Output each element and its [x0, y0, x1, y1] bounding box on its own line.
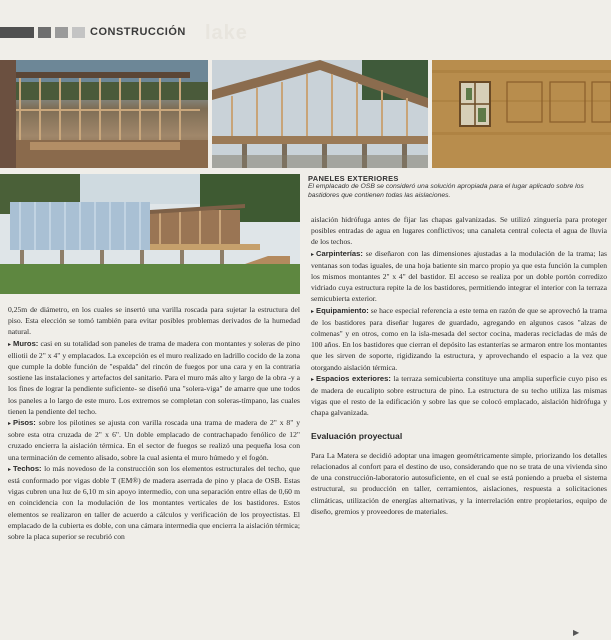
term-techos: Techos: — [13, 463, 42, 473]
article-column-right — [311, 214, 607, 517]
bullet-arrow-icon: ▸ — [311, 307, 315, 315]
photo-caption — [308, 174, 608, 210]
header-block-lighter — [72, 27, 85, 38]
subheading-evaluacion: Evaluación proyectual — [311, 430, 403, 441]
section-title: CONSTRUCCIÓN — [90, 26, 186, 38]
text-equipamiento: se hace especial referencia a este tema en razón de que se aprovechó la trama de los bastidores para diseñar lugares de guardado, agregando en algunos casos "alzas de colmenas" y en otros, como en la isla-mesada del sector cocina, maderas recicladas de más de 100 años. En los bastidores que cierran el depósito las estanterías se armaron entre los montantes que les sirven de soporte, rigidizando la estructura, y aprovechando el espacio a la vez que otorgando aislación térmica. — [311, 305, 607, 372]
header-block-mid — [38, 27, 51, 38]
paragraph-muros — [8, 338, 300, 417]
photo-timber-frame-side — [0, 60, 208, 168]
text-pisos: sobre los pilotines se ajusta con varilla roscada una trama de madera de 2" x 8" y sobre esta otra cruzada de 2" x 6". Un doble emplacado de contrachapado fenólico de 12" cruzado encierra la aislación térmica. En el sector de fuegos se realizó una pequeña losa con una terminación de cemento alisado, sobre la cual asienta el muro húmedo y el fogón. — [8, 418, 300, 462]
term-muros: Muros: — [13, 338, 39, 348]
term-carpinterias: Carpinterías: — [316, 248, 363, 258]
paragraph-intro-right: aislación hidrófuga antes de fijar las chapas galvanizadas. Se utilizó zinguería para proteger posibles entradas de agua en lugares conflictivos; una canaleta central colecta el agua de lluvia de los techos. — [311, 215, 607, 247]
text-muros: casi en su totalidad son paneles de trama de madera con montantes y soleras de pino elliotii de 2" x 4" y emplacados. La excepción es el muro realizado en ladrillo cocido de la zona que cumple la doble función de "espalda" del rincón de fuegos por una cara y en la contraria sostiene las instalaciones y artefactos del sanitario. Para el muro más alto y largo de la obra -y a los fines de lograr la pendiente suficiente- se diseñó una "solera-viga" de amarre que une todos los paneles a lo largo de este muro. Los extremos se completan con soleras-tímpano, las cuales tienen la pendiente del techo. — [8, 338, 300, 416]
article-column-left — [8, 304, 300, 542]
paragraph-pisos — [8, 417, 300, 463]
paragraph-evaluacion: Para La Matera se decidió adoptar una imagen geométricamente simple, priorizando los detalles relacionados al confort para el destino de uso, considerando que no se trata de una vivienda sino de una construcción-laboratorio autosuficiente, en el cual se está poniendo a prueba el sistema estructural, su producción en taller, cerramientos, aislaciones, respuesta a solicitaciones climáticas, utilización de energías alternativas, y la interrelación entre propietarios, equipo de diseño, gremios y proveedores de materiales. — [311, 450, 607, 516]
caption-text: El emplacado de OSB se consideró una solución apropiada para el lugar aplicado sobre los bastidores que contienen todas las aislaciones. — [308, 183, 584, 199]
background-watermark: lake — [205, 22, 248, 44]
paragraph-carpinterias — [311, 248, 607, 305]
photo-roof-structure — [212, 60, 428, 168]
term-equipamiento: Equipamiento: — [316, 305, 369, 315]
bullet-arrow-icon: ▸ — [311, 250, 315, 258]
paragraph-techos — [8, 463, 300, 542]
photo-house-on-piles — [0, 174, 300, 294]
bullet-arrow-icon: ▸ — [311, 375, 315, 383]
term-espacios-exteriores: Espacios exteriores: — [316, 373, 391, 383]
photo-osb-wall-windows — [432, 60, 611, 168]
paragraph-equipamiento — [311, 305, 607, 373]
header-block-dark — [0, 27, 34, 38]
text-techos: lo más novedoso de la construcción son los elementos estructurales del techo, que está conformado por vigas doble T (EM®) de madera aserrada de pino y placa de OSB. Estas vigas cubren una luz de 6,10 m sin apoyo intermedio, con una separación entre ellas de 0,60 m en coincidencia con la modulación de los montantes verticales de los bastidores. Estos elementos se realizaron en taller de acuerdo a cálculos y verificación de los proyectistas. El emplacado de la cubierta es doble, con una cámara intermedia que encierra la aislación térmica; sobre la placa superior se recubrió con — [8, 463, 300, 542]
bullet-arrow-icon: ▸ — [8, 420, 12, 428]
paragraph-espacios-exteriores — [311, 373, 607, 419]
section-header — [0, 24, 611, 44]
header-block-light — [55, 27, 68, 38]
text-carpinterias: se diseñaron con las dimensiones ajustadas a la modulación de la trama; las ventanas son todas iguales, de una hoja batiente sin marco propio ya que esta función la cumplen los mismos montantes 2" x 4" del bastidor. El acceso se realiza por un doble portón corredizo vidriado cuya estructura repite la de los bastidores, permitiendo integrar el interior con la terraza semicubierta exterior. — [311, 248, 607, 304]
caption-title: PANELES EXTERIORES — [308, 174, 399, 183]
paragraph-intro-left: 0,25m de diámetro, en los cuales se insertó una varilla roscada para sujetar la estructura del piso. Esta elección se tomó también para evitar posibles problemas derivados de la humedad natural. — [8, 305, 300, 337]
term-pisos: Pisos: — [13, 418, 36, 428]
bullet-arrow-icon: ▸ — [8, 465, 12, 473]
text-espacios-exteriores: la terraza semicubierta constituye una amplia superficie cuyo piso es de madera de eucalipto sobre estructura de pino. La estructura de su techo utiliza las mismas vigas que el resto de la edificación y sobre las que se colocó emplacado, aislación hidrófuga y chapa galvanizada. — [311, 373, 607, 418]
continue-arrow-icon: ▶ — [573, 628, 580, 637]
bullet-arrow-icon: ▸ — [8, 340, 12, 348]
